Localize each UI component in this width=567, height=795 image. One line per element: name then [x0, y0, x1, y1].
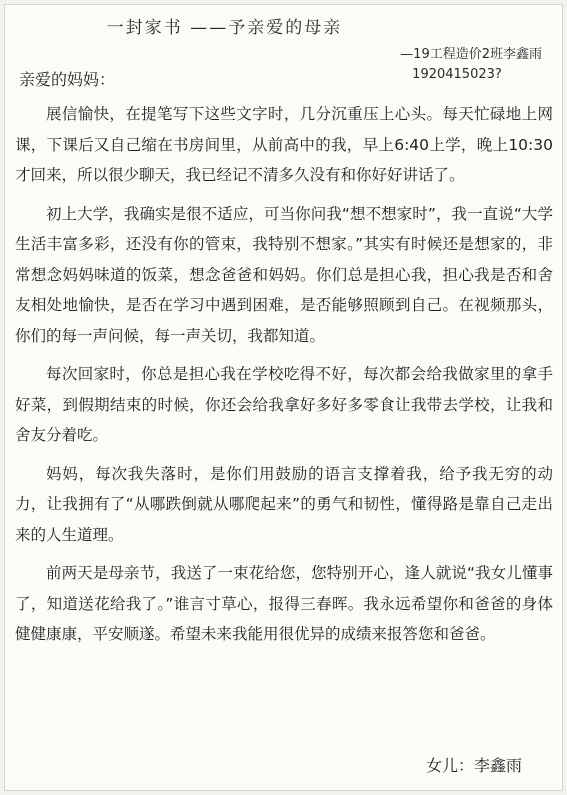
letter-paragraph: 前两天是母亲节，我送了一束花给您，您特别开心，逢人就说“我女儿懂事了，知道送花给我了。”谁言寸草心，报得三春晖。我永远希望你和爸爸的身体健健康康，平安顺遂。希望未来我能用很优异的成绩来报答您和爸爸。: [15, 564, 553, 643]
letter-paragraph: 展信愉快，在提笔写下这些文字时，几分沉重压上心头。每天忙碌地上网课，下课后又自己缩在书房间里，从前高中的我，早上6:40上学，晚上10:30才回来，所以很少聊天，我已经记不清多久没有和你好好讲话了。: [15, 105, 553, 184]
letter-paragraph: 初上大学，我确实是很不适应，可当你问我“想不想家时”，我一直说“大学生活丰富多彩，还没有你的管束，我特别不想家。”其实有时候还是想家的，非常想念妈妈味道的饭菜，想念爸爸和妈妈。你们总是担心我，担心我是否和舍友相处地愉快，是否在学习中遇到困难，是否能够照顾到自己。在视频那头，你们的每一声问候，每一声关切，我都知道。: [15, 204, 553, 345]
letter-body: [15, 99, 553, 658]
author-student-id: 1920415023?: [412, 67, 502, 82]
letter-signature: 女儿：李鑫雨: [425, 756, 522, 775]
letter-title: 一封家书 ——予亲爱的母亲: [106, 18, 343, 38]
letter-sheet: [4, 4, 563, 791]
author-block: [400, 45, 542, 85]
author-class-name: —19工程造价2班李鑫雨: [400, 47, 542, 62]
letter-paragraph: 妈妈，每次我失落时，是你们用鼓励的语言支撑着我，给予我无穷的动力，让我拥有了“从哪跌倒就从哪爬起来”的勇气和韧性，懂得路是靠自己走出来的人生道理。: [15, 464, 553, 544]
letter-greeting: 亲爱的妈妈：: [19, 70, 116, 89]
letter-paragraph: 每次回家时，你总是担心我在学校吃得不好，每次都会给我做家里的拿手好菜，到假期结束的时候，你还会给我拿好多好多零食让我带去学校，让我和舍友分着吃。: [15, 365, 553, 444]
